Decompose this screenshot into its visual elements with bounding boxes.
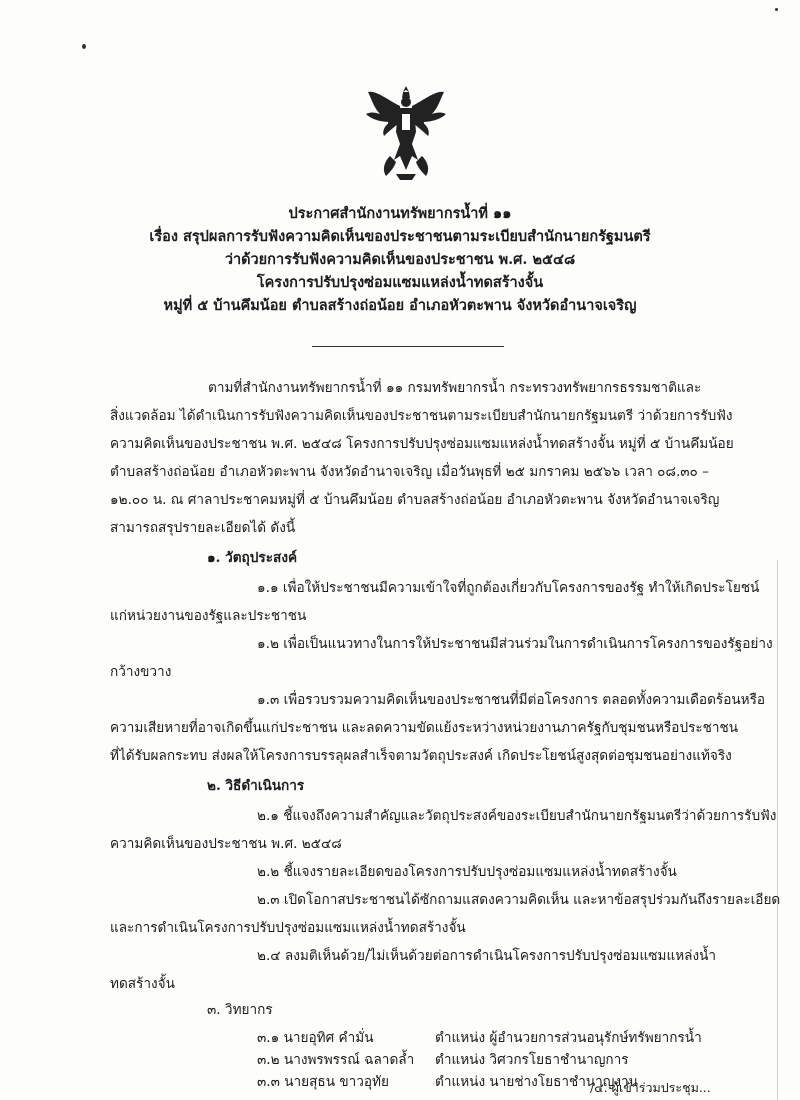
page-edge-line xyxy=(777,560,778,1100)
section-line: แก่หน่วยงานของรัฐและประชาชน xyxy=(110,608,307,624)
section-line: ๒.๑ ชี้แจงถึงความสำคัญและวัตถุประสงค์ของระเบียบสำนักนายกรัฐมนตรีว่าด้วยการรับฟัง xyxy=(257,808,777,824)
section-line: ทดสร้างจั้น xyxy=(110,976,175,992)
section-line: ที่ได้รับผลกระทบ ส่งผลให้โครงการบรรลุผลสำเร็จตามวัตถุประสงค์ เกิดประโยชน์สูงสุดต่อชุมชนอย่างแท้จริง xyxy=(110,748,732,764)
project-location: หมู่ที่ ๕ บ้านคึมน้อย ตำบลสร้างถ่อน้อย อำเภอหัวตะพาน จังหวัดอำนาจเจริญ xyxy=(163,297,637,314)
project-name: โครงการปรับปรุงซ่อมแซมแหล่งน้ำทดสร้างจั้น xyxy=(256,274,544,291)
speaker-position: ตำแหน่ง นายช่างโยธาชำนาญงาน xyxy=(435,1074,638,1090)
subject-line-2: ว่าด้วยการรับฟังความคิดเห็นของประชาชน พ.ศ. ๒๕๔๘ xyxy=(224,251,576,268)
section-line: และการดำเนินโครงการปรับปรุงซ่อมแซมแหล่งน้ำทดสร้างจั้น xyxy=(110,920,466,936)
section-heading: ๒. วิธีดำเนินการ xyxy=(207,778,305,794)
speaker-position: ตำแหน่ง ผู้อำนวยการส่วนอนุรักษ์ทรัพยากรน้ำ xyxy=(435,1030,702,1046)
scan-speck xyxy=(82,44,86,49)
section-heading: ๑. วัตถุประสงค์ xyxy=(207,550,298,566)
speaker-name: ๓.๑ นายอุทิศ คำมั่น xyxy=(257,1030,374,1046)
scan-speck xyxy=(775,8,778,11)
header-divider xyxy=(312,346,504,347)
announcement-title: ประกาศสำนักงานทรัพยากรน้ำที่ ๑๑ xyxy=(288,205,512,222)
garuda-emblem xyxy=(360,82,452,182)
section-line: ๑.๒ เพื่อเป็นแนวทางในการให้ประชาชนมีส่วนร่วมในการดำเนินการโครงการของรัฐอย่าง xyxy=(257,636,773,652)
section-heading: ๓. วิทยากร xyxy=(207,1002,273,1018)
section-line: ความเสียหายที่อาจเกิดขึ้นแก่ประชาชน และลดความขัดแย้งระหว่างหน่วยงานภาครัฐกับชุมชนหรือประชาชน xyxy=(110,720,739,736)
section-line: ๒.๔ ลงมติเห็นด้วย/ไม่เห็นด้วยต่อการดำเนินโครงการปรับปรุงซ่อมแซมแหล่งน้ำ xyxy=(257,948,717,964)
section-line: ๑.๓ เพื่อรวบรวมความคิดเห็นของประชาชนที่มีต่อโครงการ ตลอดทั้งความเดือดร้อนหรือ xyxy=(257,692,766,708)
section-line: ความคิดเห็นของประชาชน พ.ศ. ๒๕๔๘ xyxy=(110,836,342,852)
section-line: ๒.๓ เปิดโอกาสประชาชนได้ซักถามแสดงความคิดเห็น และหาข้อสรุปร่วมกันถึงรายละเอียด xyxy=(257,892,781,908)
section-line: กว้างขวาง xyxy=(110,664,172,680)
speaker-position: ตำแหน่ง วิศวกรโยธาชำนาญการ xyxy=(435,1052,629,1068)
section-line: ๒.๒ ชี้แจงรายละเอียดของโครงการปรับปรุงซ่อมแซมแหล่งน้ำทดสร้างจั้น xyxy=(257,864,677,880)
continuation-note: /๔. ผู้เข้าร่วมประชุม... xyxy=(590,1080,711,1095)
subject-line: เรื่อง สรุปผลการรับฟังความคิดเห็นของประชาชนตามระเบียบสำนักนายกรัฐมนตรี xyxy=(149,228,651,245)
intro-line: ความคิดเห็นของประชาชน พ.ศ. ๒๕๔๘ โครงการปรับปรุงซ่อมแซมแหล่งน้ำทดสร้างจั้น หมู่ที่ ๕ บ้านคึมน้อย xyxy=(110,436,734,452)
intro-line: สามารถสรุปรายละเอียดได้ ดังนี้ xyxy=(110,520,296,536)
header-block xyxy=(0,202,800,317)
intro-line: ตามที่สำนักงานทรัพยากรน้ำที่ ๑๑ กรมทรัพยากรน้ำ กระทรวงทรัพยากรธรรมชาติและ xyxy=(208,380,702,396)
speaker-name: ๓.๓ นายสุธน ขาวอุทัย xyxy=(257,1074,389,1090)
intro-line: ๑๒.๐๐ น. ณ ศาลาประชาคมหมู่ที่ ๕ บ้านคึมน้อย ตำบลสร้างถ่อน้อย อำเภอหัวตะพาน จังหวัดอำนาจเจริญ xyxy=(110,492,720,508)
speaker-name: ๓.๒ นางพรพรรณ์ ฉลาดล้ำ xyxy=(257,1052,415,1068)
intro-line: ตำบลสร้างถ่อน้อย อำเภอหัวตะพาน จังหวัดอำนาจเจริญ เมื่อวันพุธที่ ๒๕ มกราคม ๒๕๖๖ เวลา ๐๘.๓๐ – xyxy=(110,464,709,480)
intro-line: สิ่งแวดล้อม ได้ดำเนินการรับฟังความคิดเห็นของประชาชนตามระเบียบสำนักนายกรัฐมนตรี ว่าด้วยการรับฟัง xyxy=(110,408,733,424)
section-line: ๑.๑ เพื่อให้ประชาชนมีความเข้าใจที่ถูกต้องเกี่ยวกับโครงการของรัฐ ทำให้เกิดประโยชน์ xyxy=(257,580,760,596)
